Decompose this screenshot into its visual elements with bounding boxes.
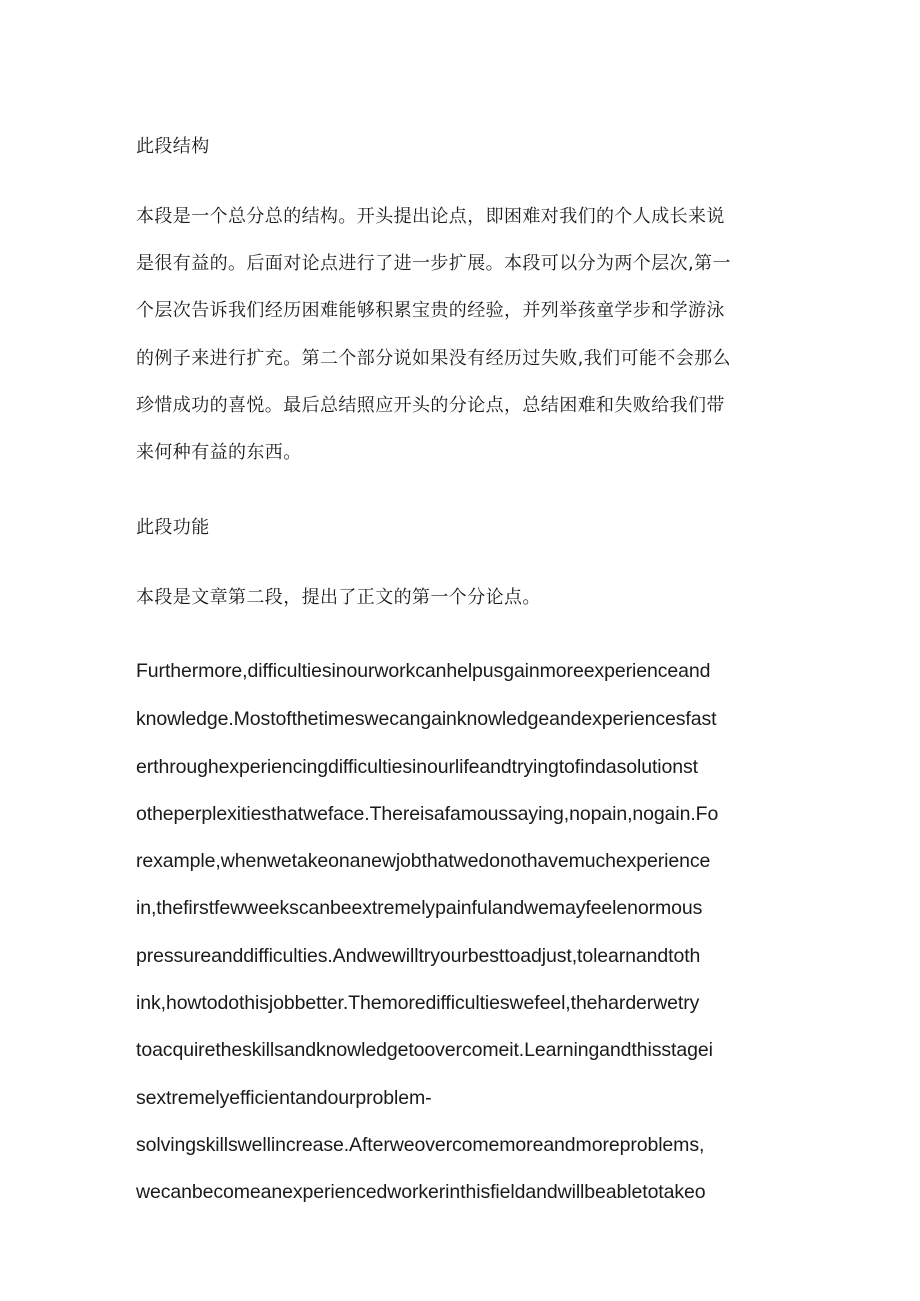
function-heading: 此段功能	[136, 517, 210, 538]
english-line: sextremelyefficientandourproblem-	[136, 1087, 432, 1109]
structure-line: 的例子来进行扩充。第二个部分说如果没有经历过失败,我们可能不会那么	[136, 348, 731, 369]
structure-line: 本段是一个总分总的结构。开头提出论点，即困难对我们的个人成长来说	[136, 206, 725, 227]
english-line: solvingskillswellincrease.Afterweovercomemoreandmoreproblems,	[136, 1134, 705, 1156]
english-line: toacquiretheskillsandknowledgetoovercomeit.Learningandthisstagei	[136, 1039, 713, 1061]
english-line: pressureanddifficulties.Andwewilltryourbesttoadjust,tolearnandtoth	[136, 945, 701, 967]
english-line: wecanbecomeanexperiencedworkerinthisfieldandwillbeabletotakeo	[136, 1181, 706, 1203]
structure-heading: 此段结构	[136, 136, 210, 157]
english-line: Furthermore,difficultiesinourworkcanhelpusgainmoreexperienceand	[136, 660, 711, 682]
structure-line: 来何种有益的东西。	[136, 442, 302, 463]
structure-line: 珍惜成功的喜悦。最后总结照应开头的分论点，总结困难和失败给我们带	[136, 395, 725, 416]
english-line: ink,howtodothisjobbetter.Themoredifficultieswefeel,theharderwetry	[136, 992, 700, 1014]
english-line: otheperplexitiesthatweface.Thereisafamoussaying,nopain,nogain.Fo	[136, 803, 719, 825]
structure-line: 个层次告诉我们经历困难能够积累宝贵的经验，并列举孩童学步和学游泳	[136, 300, 725, 321]
english-line: knowledge.Mostofthetimeswecangainknowledgeandexperiencesfast	[136, 708, 717, 730]
english-line: in,thefirstfewweekscanbeextremelypainfulandwemayfeelenormous	[136, 897, 703, 919]
english-line: erthroughexperiencingdifficultiesinourlifeandtryingtofindasolutionst	[136, 756, 698, 778]
structure-line: 是很有益的。后面对论点进行了进一步扩展。本段可以分为两个层次,第一	[136, 253, 731, 274]
english-line: rexample,whenwetakeonanewjobthatwedonothavemuchexperience	[136, 850, 711, 872]
function-text: 本段是文章第二段，提出了正文的第一个分论点。	[136, 587, 541, 608]
